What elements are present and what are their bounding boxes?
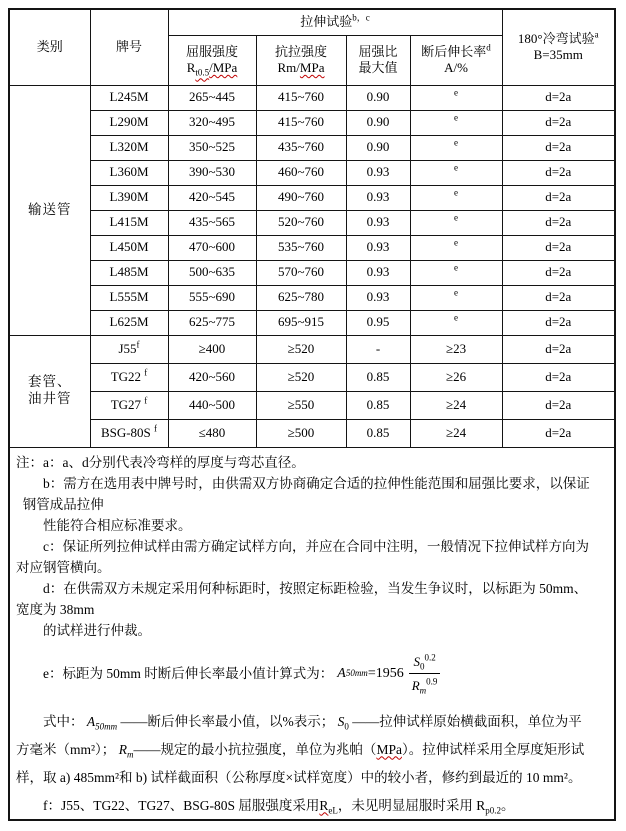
category-cell: 套管、 油井管 [10,335,90,447]
grade-cell: L290M [90,110,168,135]
bend-cell: d=2a [502,235,614,260]
grade-cell: L555M [90,285,168,310]
elongation-cell: e [410,260,502,285]
grade-cell: TG22 $^f$ [90,363,168,391]
header-category: 类别 [10,10,90,85]
grade-cell: TG27 $^f$ [90,391,168,419]
yield-ratio-cell: 0.93 [346,160,410,185]
tensile-strength-cell: 625~780 [256,285,346,310]
elongation-cell: ≥26 [410,363,502,391]
header-bend-test: 180°冷弯试验$^a$ B=35mm [502,10,614,85]
grade-cell: L390M [90,185,168,210]
document-sheet [8,8,616,821]
bend-cell: d=2a [502,391,614,419]
tensile-strength-cell: 415~760 [256,85,346,110]
tensile-strength-cell: ≥500 [256,419,346,447]
table-row [10,160,614,185]
yield-strength-cell: 555~690 [168,285,256,310]
yield-symbol: $R_{t0.5}$/MPa [186,60,238,78]
bend-cell: d=2a [502,185,614,210]
yield-strength-cell: 420~545 [168,185,256,210]
yield-ratio-cell: 0.93 [346,185,410,210]
yield-ratio-cell: 0.85 [346,419,410,447]
yield-ratio-cell: 0.93 [346,285,410,310]
bend-cell: d=2a [502,210,614,235]
yield-strength-cell: 435~565 [168,210,256,235]
note-d-line2: 宽度为 38mm [16,601,95,617]
formula-legend-line1: 式中： $A_{50mm}$ ——断后伸长率最小值，以%表示； $S_0$ ——拉伸试样原始横截面积，单位为平 [43,713,582,732]
grade-cell: L415M [90,210,168,235]
tensile-strength-cell: ≥520 [256,335,346,363]
note-c-line2: 对应钢管横向。 [16,559,111,575]
note-a: 注：a：a、d分别代表冷弯样的厚度与弯芯直径。 [16,454,305,470]
yield-ratio-cell: - [346,335,410,363]
table-row [10,335,614,363]
bend-cell: d=2a [502,285,614,310]
yield-strength-cell: 390~530 [168,160,256,185]
header-elongation: 断后伸长率$^d$ A/% [410,35,502,85]
bend-cell: d=2a [502,85,614,110]
tensile-strength-cell: 435~760 [256,135,346,160]
bend-cell: d=2a [502,363,614,391]
header-tensile-strength: 抗拉强度 Rm/MPa [256,35,346,85]
header-grade: 牌号 [90,10,168,85]
yield-ratio-cell: 0.90 [346,135,410,160]
grade-cell: L450M [90,235,168,260]
yield-strength-cell: 265~445 [168,85,256,110]
formula-legend-line2: 方毫米（mm²）； $R_m——$规定的最小抗拉强度，单位为兆帕（MPa）。拉伸试样采用全厚度矩形试 [16,741,585,760]
elongation-cell: e [410,235,502,260]
elongation-cell: ≥24 [410,419,502,447]
note-b-line2: 钢管成品拉伸 [22,496,104,512]
note-f: f：J55、TG22、TG27、BSG-80S 屈服强度采用$R_{eL}$，未见明显屈服时采用 $R_{p0.2}$。 [43,797,515,816]
yield-strength-cell: 625~775 [168,310,256,335]
notes-section [10,448,614,820]
bend-cell: d=2a [502,110,614,135]
note-e: e：标距为 50mm 时断后伸长率最小值计算式为： A 50mm =1956 $\frac{S_0^{0.2}}{R_m^{0.9}}$ [16,651,608,696]
yield-strength-cell: 440~500 [168,391,256,419]
bend-cell: d=2a [502,135,614,160]
grade-cell: L245M [90,85,168,110]
bend-cell: d=2a [502,310,614,335]
bend-cell: d=2a [502,160,614,185]
grade-cell: BSG-80S $^f$ [90,419,168,447]
table-row [10,285,614,310]
bend-cell: d=2a [502,335,614,363]
grade-cell: L485M [90,260,168,285]
yield-strength-cell: ≤480 [168,419,256,447]
yield-strength-cell: ≥400 [168,335,256,363]
table-row [10,260,614,285]
tensile-strength-cell: 520~760 [256,210,346,235]
note-b-line1: b：需方在选用表中牌号时，由供需双方协商确定合适的拉伸性能范围和屈强比要求，以保证 [43,475,590,491]
tensile-strength-cell: 460~760 [256,160,346,185]
tensile-strength-cell: 415~760 [256,110,346,135]
grade-cell: L320M [90,135,168,160]
bend-cell: d=2a [502,419,614,447]
table-row [10,391,614,419]
note-d-line3: 的试样进行仲裁。 [43,622,151,638]
tensile-group-superscript: b，c [352,12,370,23]
grade-cell: L625M [90,310,168,335]
yield-strength-cell: 350~525 [168,135,256,160]
tensile-strength-cell: 695~915 [256,310,346,335]
elongation-formula: A 50mm =1956 $\frac{S_0^{0.2}}{R_m^{0.9}}$ [337,651,440,696]
elongation-cell: e [410,210,502,235]
table-row [10,310,614,335]
formula-legend-line3: 样，取 a) 485mm²和 b) 试样截面积（公称厚度×试样宽度）中的较小者，修约到最近的 10 mm²。 [16,769,582,785]
grade-cell: L360M [90,160,168,185]
table-row [10,419,614,447]
elongation-superscript: d [486,42,491,53]
note-c-line1: c：保证所列拉伸试样由需方确定试样方向，并应在合同中注明，一般情况下拉伸试样方向为 [43,538,589,554]
tensile-strength-cell: 570~760 [256,260,346,285]
bend-param: B=35mm [533,47,583,63]
yield-ratio-cell: 0.95 [346,310,410,335]
table-row [10,185,614,210]
formula-fraction: $\frac{S_0^{0.2}}{R_m^{0.9}}$ [409,651,441,696]
grade-cell: J55$^f$ [90,335,168,363]
elongation-cell: e [410,85,502,110]
yield-strength-cell: 470~600 [168,235,256,260]
yield-ratio-cell: 0.93 [346,235,410,260]
table-row [10,110,614,135]
header-row-1 [10,10,614,35]
table-row [10,85,614,110]
elongation-cell: ≥23 [410,335,502,363]
elongation-cell: e [410,135,502,160]
table-row [10,235,614,260]
table-row [10,135,614,160]
yield-strength-cell: 320~495 [168,110,256,135]
elongation-cell: e [410,185,502,210]
yield-ratio-cell: 0.85 [346,363,410,391]
yield-ratio-cell: 0.90 [346,110,410,135]
note-d-line1: d：在供需双方未规定采用何种标距时，按照定标距检验，当发生争议时，以标距为 50mm、 [43,580,588,596]
header-yield-ratio: 屈强比 最大值 [346,35,410,85]
bend-cell: d=2a [502,260,614,285]
tensile-strength-cell: 535~760 [256,235,346,260]
tensile-symbol: Rm/MPa [277,60,325,75]
elongation-cell: e [410,160,502,185]
yield-strength-cell: 500~635 [168,260,256,285]
header-yield-strength: 屈服强度 $R_{t0.5}$/MPa [168,35,256,85]
tensile-strength-cell: ≥550 [256,391,346,419]
bend-superscript: a [594,29,599,40]
yield-strength-cell: 420~560 [168,363,256,391]
spec-table [10,10,614,448]
yield-ratio-cell: 0.93 [346,210,410,235]
elongation-cell: e [410,285,502,310]
table-header [10,10,614,85]
yield-ratio-cell: 0.85 [346,391,410,419]
elongation-cell: ≥24 [410,391,502,419]
table-row [10,210,614,235]
category-cell: 输送管 [10,85,90,335]
elongation-cell: e [410,110,502,135]
yield-ratio-cell: 0.93 [346,260,410,285]
table-row [10,363,614,391]
note-b-line3: 性能符合相应标准要求。 [43,517,192,533]
yield-ratio-cell: 0.90 [346,85,410,110]
elongation-cell: e [410,310,502,335]
tensile-strength-cell: 490~760 [256,185,346,210]
header-tensile-group: 拉伸试验$^{b,c}$ [168,10,502,35]
tensile-strength-cell: ≥520 [256,363,346,391]
table-body [10,85,614,447]
